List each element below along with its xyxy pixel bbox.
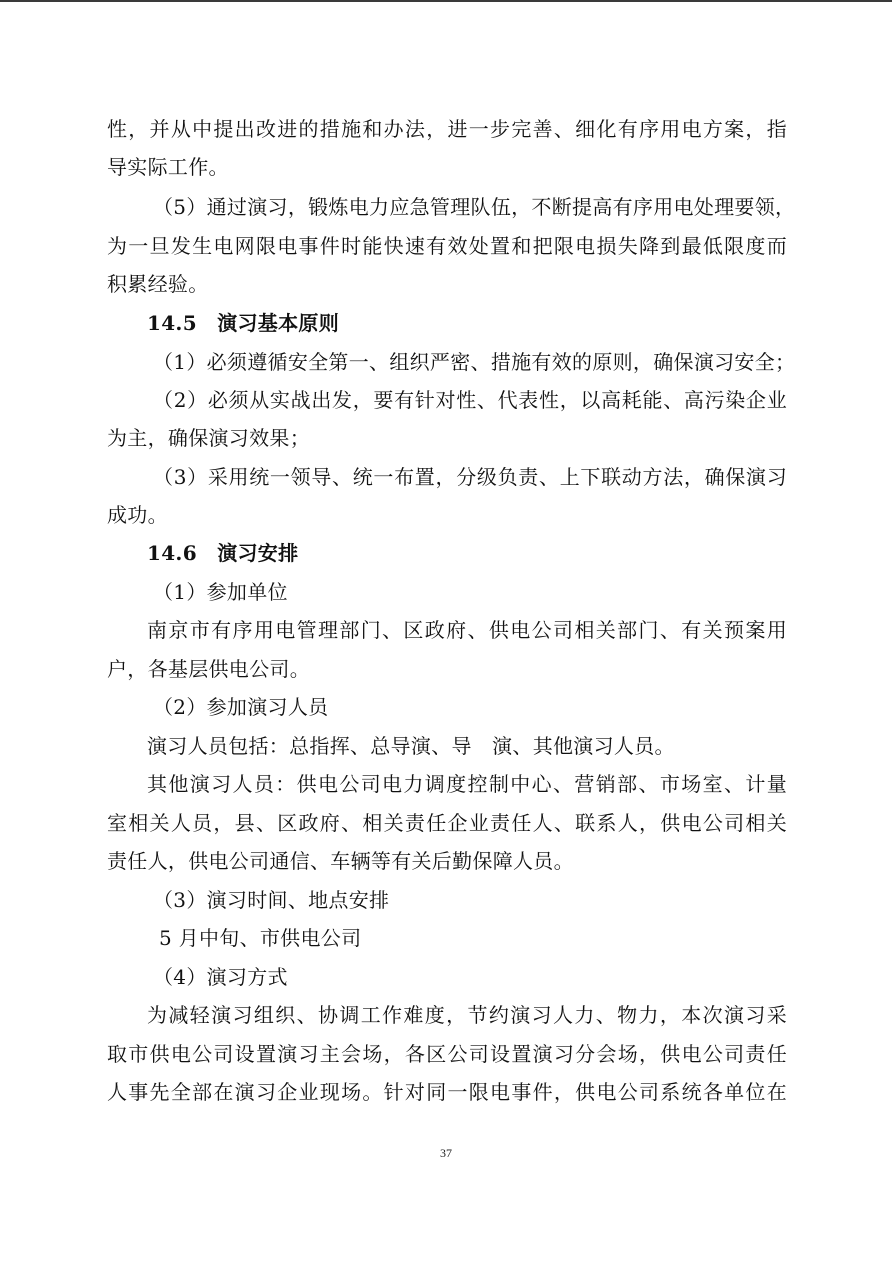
body-text-line: 演习人员包括：总指挥、总导演、导 演、其他演习人员。 bbox=[147, 734, 675, 758]
body-text-line: （4）演习方式 bbox=[153, 965, 288, 989]
body-text-line: 性，并从中提出改进的措施和办法，进一步完善、细化有序用电方案，指 bbox=[107, 117, 787, 141]
page-number: 37 bbox=[440, 1146, 452, 1160]
body-text-line: 取市供电公司设置演习主会场，各区公司设置演习分会场，供电公司责任 bbox=[107, 1042, 787, 1066]
body-text-line: 为主，确保演习效果； bbox=[107, 426, 310, 450]
body-text-line: 积累经验。 bbox=[107, 272, 209, 296]
body-text-line: （3）演习时间、地点安排 bbox=[153, 888, 390, 912]
body-text-line: 5 月中旬、市供电公司 bbox=[159, 926, 362, 950]
section-heading-14-5: 14.5 演习基本原则 bbox=[147, 311, 340, 335]
body-text-line: 责任人，供电公司通信、车辆等有关后勤保障人员。 bbox=[107, 849, 574, 873]
body-text-line: 为一旦发生电网限电事件时能快速有效处置和把限电损失降到最低限度而 bbox=[107, 234, 787, 258]
body-text-line: 室相关人员，县、区政府、相关责任企业责任人、联系人，供电公司相关 bbox=[107, 811, 787, 835]
body-text-line: 为减轻演习组织、协调工作难度，节约演习人力、物力，本次演习采 bbox=[147, 1003, 787, 1027]
body-text-line: （3）采用统一领导、统一布置，分级负责、上下联动方法，确保演习 bbox=[153, 465, 787, 489]
body-text-line: 导实际工作。 bbox=[107, 155, 229, 179]
body-text-line: （5）通过演习，锻炼电力应急管理队伍，不断提高有序用电处理要领， bbox=[153, 195, 796, 219]
body-text-line: 人事先全部在演习企业现场。针对同一限电事件，供电公司系统各单位在 bbox=[107, 1080, 787, 1104]
body-text-line: （1）必须遵循安全第一、组织严密、措施有效的原则，确保演习安全； bbox=[153, 350, 796, 374]
body-text-line: 其他演习人员：供电公司电力调度控制中心、营销部、市场室、计量 bbox=[147, 772, 787, 796]
body-text-line: 成功。 bbox=[107, 503, 168, 527]
body-text-line: 户，各基层供电公司。 bbox=[107, 657, 310, 681]
body-text-line: （2）必须从实战出发，要有针对性、代表性，以高耗能、高污染企业 bbox=[153, 388, 787, 412]
body-text-line: （1）参加单位 bbox=[153, 580, 288, 604]
section-heading-14-6: 14.6 演习安排 bbox=[147, 541, 299, 565]
body-text-line: （2）参加演习人员 bbox=[153, 695, 329, 719]
page-top-border bbox=[0, 0, 892, 2]
body-text-line: 南京市有序用电管理部门、区政府、供电公司相关部门、有关预案用 bbox=[147, 618, 787, 642]
